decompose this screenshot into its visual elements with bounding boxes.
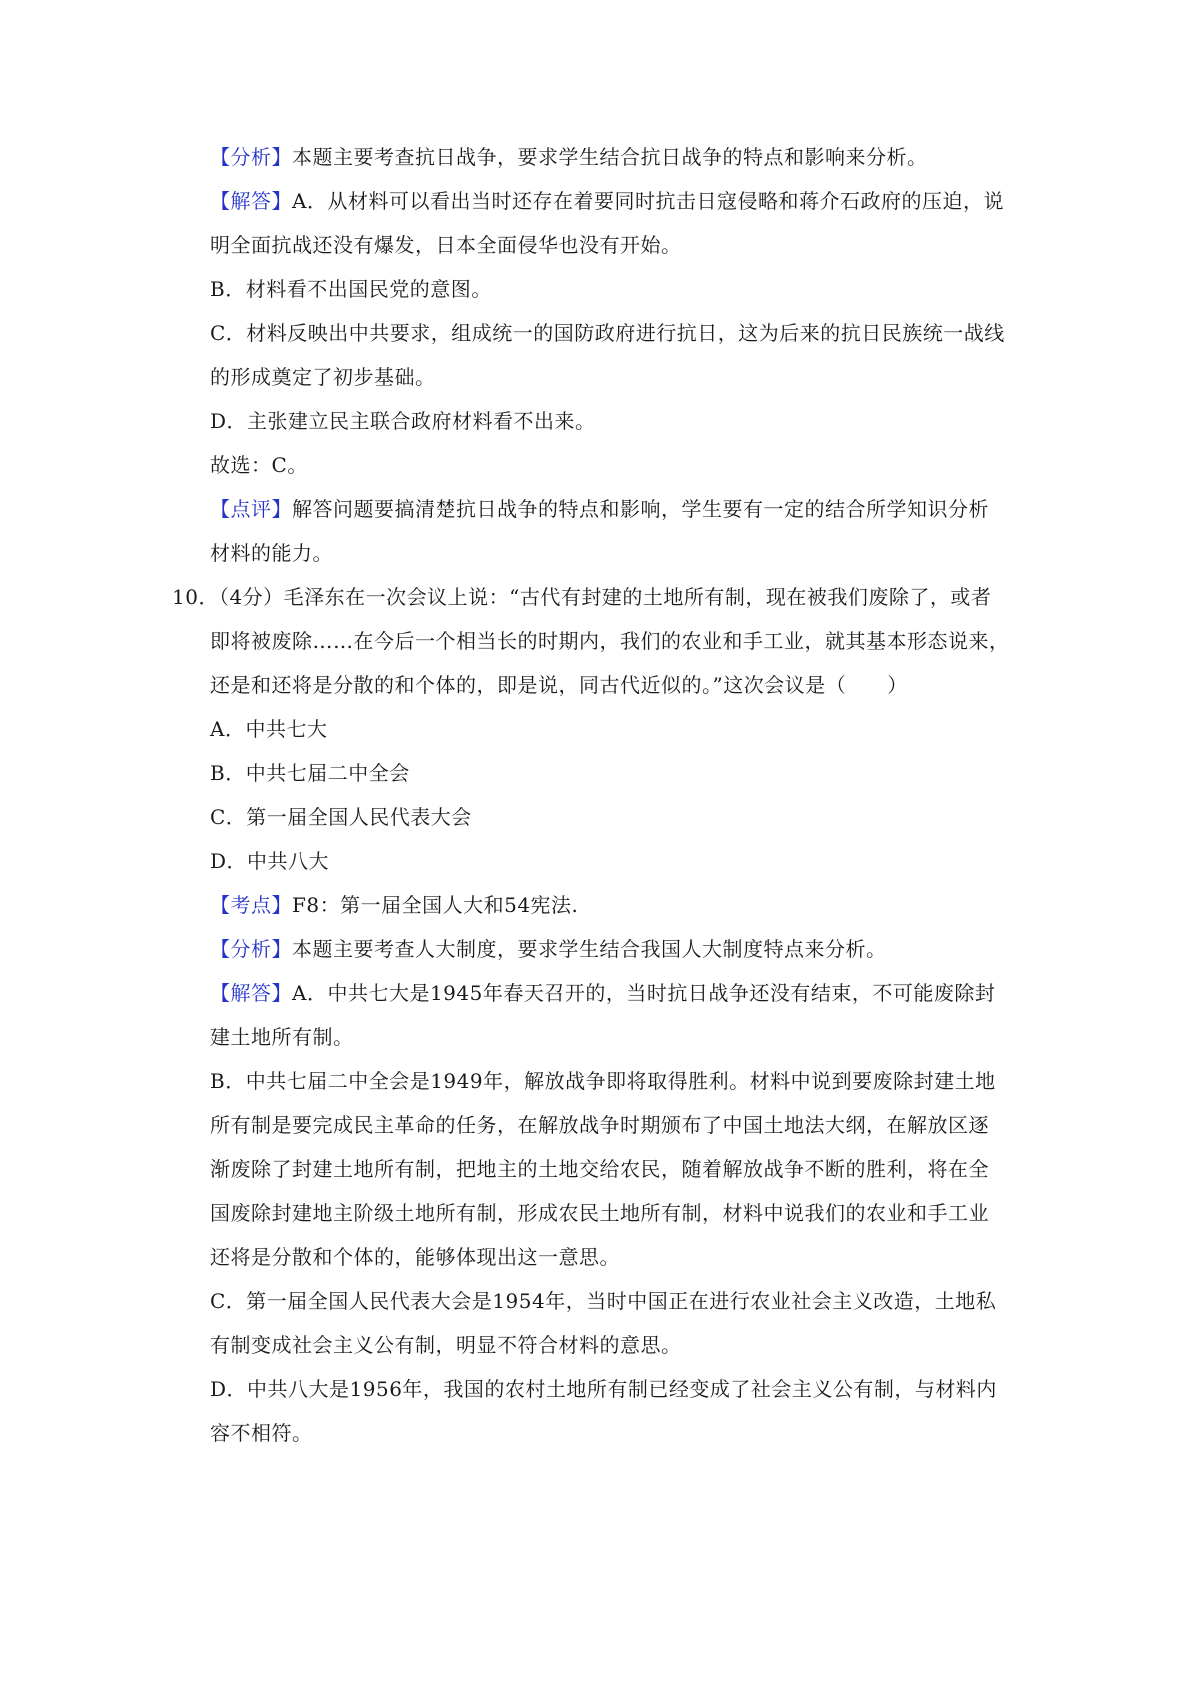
q10-analysis (210, 935, 1030, 963)
answer-tag: 【解答】 (210, 981, 292, 1005)
q10-stem-line3: 还是和还将是分散的和个体的，即是说，同古代近似的。”这次会议是（ ） (210, 673, 908, 697)
analysis-tag: 【分析】 (210, 937, 292, 961)
q10-kaodian (210, 891, 1030, 919)
analysis-text: 本题主要考查抗日战争，要求学生结合抗日战争的特点和影响来分析。 (292, 145, 928, 169)
q9-answer-a-line1 (210, 187, 1030, 215)
q10-answer-c-line2: 有制变成社会主义公有制，明显不符合材料的意思。 (210, 1333, 682, 1357)
q10-answer-b-line1: B．中共七届二中全会是1949年，解放战争即将取得胜利。材料中说到要废除封建土地 (210, 1069, 996, 1093)
answer-tag: 【解答】 (210, 189, 292, 213)
q9-answer-b: B．材料看不出国民党的意图。 (210, 277, 492, 301)
analysis-text: 本题主要考查人大制度，要求学生结合我国人大制度特点来分析。 (292, 937, 887, 961)
q10-option-a: A．中共七大 (210, 717, 328, 741)
comment-text: 解答问题要搞清楚抗日战争的特点和影响，学生要有一定的结合所学知识分析 (292, 497, 989, 521)
question-stem: （4分）毛泽东在一次会议上说：“古代有封建的土地所有制，现在被我们废除了，或者 (218, 585, 992, 609)
q9-answer-c-line1: C．材料反映出中共要求，组成统一的国防政府进行抗日，这为后来的抗日民族统一战线 (210, 321, 1005, 345)
q10-option-b: B．中共七届二中全会 (210, 761, 410, 785)
kaodian-tag: 【考点】 (210, 893, 292, 917)
q9-answer-a-line2: 明全面抗战还没有爆发，日本全面侵华也没有开始。 (210, 233, 682, 257)
q10-answer-b-line2: 所有制是要完成民主革命的任务，在解放战争时期颁布了中国土地法大纲，在解放区逐 (210, 1113, 989, 1137)
q9-comment-line1 (210, 495, 1030, 523)
question-number: 10． (172, 585, 219, 609)
q10-answer-b-line3: 渐废除了封建土地所有制，把地主的土地交给农民，随着解放战争不断的胜利，将在全 (210, 1157, 989, 1181)
q9-comment-line2: 材料的能力。 (210, 541, 333, 565)
q9-choice: 故选：C。 (210, 453, 308, 477)
kaodian-text: F8：第一届全国人大和54宪法. (292, 893, 579, 917)
q10-option-c: C．第一届全国人民代表大会 (210, 805, 472, 829)
q10-answer-b-line4: 国废除封建地主阶级土地所有制，形成农民土地所有制，材料中说我们的农业和手工业 (210, 1201, 989, 1225)
q10-stem-line1 (172, 583, 1032, 611)
answer-text: A．中共七大是1945年春天召开的，当时抗日战争还没有结束，不可能废除封 (292, 981, 996, 1005)
q10-answer-b-line5: 还将是分散和个体的，能够体现出这一意思。 (210, 1245, 620, 1269)
q10-answer-a-line1 (210, 979, 1030, 1007)
q9-answer-c-line2: 的形成奠定了初步基础。 (210, 365, 436, 389)
q10-answer-c-line1: C．第一届全国人民代表大会是1954年，当时中国正在进行农业社会主义改造，土地私 (210, 1289, 997, 1313)
q10-stem-line2: 即将被废除……在今后一个相当长的时期内，我们的农业和手工业，就其基本形态说来， (210, 629, 1010, 653)
q10-option-d: D．中共八大 (210, 849, 330, 873)
answer-text: A．从材料可以看出当时还存在着要同时抗击日寇侵略和蒋介石政府的压迫，说 (292, 189, 1004, 213)
comment-tag: 【点评】 (210, 497, 292, 521)
q10-answer-d-line1: D．中共八大是1956年，我国的农村土地所有制已经变成了社会主义公有制，与材料内 (210, 1377, 997, 1401)
q10-answer-a-line2: 建土地所有制。 (210, 1025, 354, 1049)
q10-answer-d-line2: 容不相符。 (210, 1421, 313, 1445)
q9-analysis (210, 143, 1030, 171)
analysis-tag: 【分析】 (210, 145, 292, 169)
q9-answer-d: D．主张建立民主联合政府材料看不出来。 (210, 409, 596, 433)
